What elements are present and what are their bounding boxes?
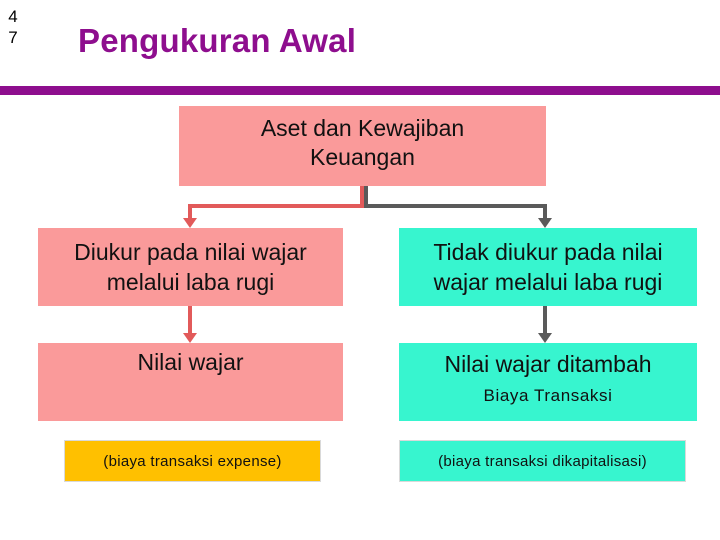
left-level1-box [38, 228, 343, 306]
arrowhead-right-1 [538, 218, 552, 228]
root-box-label: Aset dan Kewajiban Keuangan [260, 115, 465, 170]
left-level2-box [38, 343, 343, 421]
left-note-label: (biaya transaksi expense) [103, 452, 282, 470]
left-level1-label: Diukur pada nilai wajar melalui laba rugi [74, 239, 307, 295]
right-level2-main-label: Nilai wajar ditambah [444, 351, 652, 377]
connector-root-to-right [366, 186, 545, 220]
right-note-box [399, 440, 686, 482]
connector-root-to-left [190, 186, 362, 220]
left-note-box [64, 440, 321, 482]
arrowhead-left-2 [183, 333, 197, 343]
right-level1-label: Tidak diukur pada nilai wajar melalui laba rugi [433, 239, 663, 295]
slide-number: 4 7 [8, 7, 18, 47]
arrowhead-right-2 [538, 333, 552, 343]
root-box [179, 106, 546, 186]
left-level2-label: Nilai wajar [137, 349, 244, 375]
arrowhead-left-1 [183, 218, 197, 228]
right-level2-sub-label: Biaya Transaksi [483, 386, 613, 405]
right-level2-box [399, 343, 697, 421]
right-level1-box [399, 228, 697, 306]
right-note-label: (biaya transaksi dikapitalisasi) [438, 452, 647, 470]
slide-title: Pengukuran Awal [78, 22, 357, 59]
